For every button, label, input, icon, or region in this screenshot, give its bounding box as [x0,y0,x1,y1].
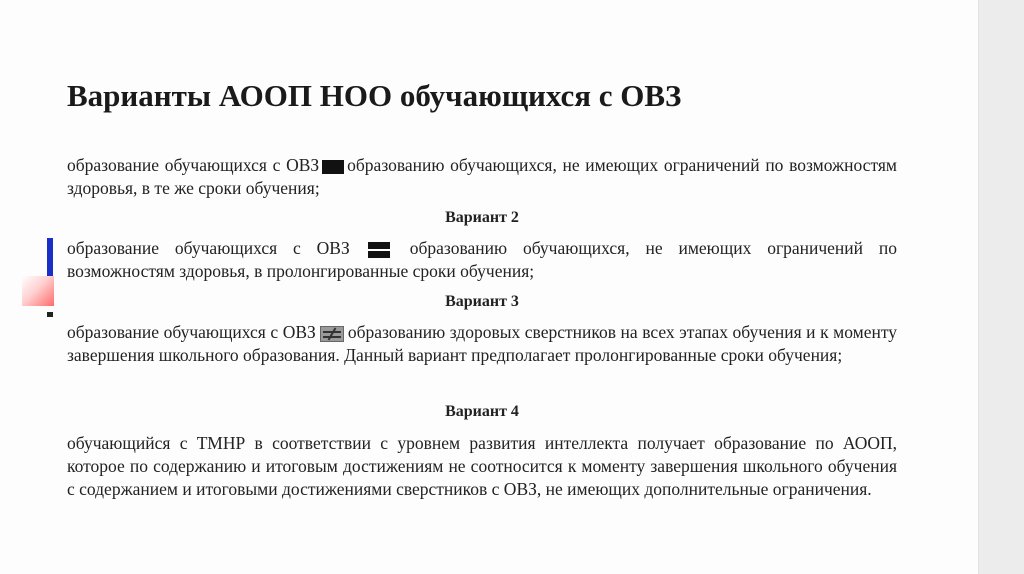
page-right-margin [978,0,1024,574]
not-equal-symbol-icon [320,326,344,342]
bullet-mark [47,312,53,317]
variant-4-heading: Вариант 4 [445,403,519,420]
variant-2-paragraph [67,237,897,283]
page-title: Варианты АООП НОО обучающихся с ОВЗ [67,78,682,113]
red-gradient-decoration [22,276,54,306]
variant-4-paragraph: обучающийся с ТМНР в соответствии с уровнем развития интеллекта получает образование по АООП, которое по содержанию и итоговым достижениям не соотносится к моменту завершения школьного обучения с содержанием и итоговыми достижениями сверстников с ОВЗ, не имеющих дополнительные ограничения. [67,433,897,499]
blue-accent-bar [47,238,53,278]
variant-1-paragraph [67,154,897,200]
variant-3-text-end: образованию здоровых сверстников на всех этапах обучения и к моменту завершения школьного образования. Данный вариант предполагает пролонгированные сроки обучения; [67,322,898,365]
variant-2-text-start: образование обучающихся с ОВЗ [67,238,350,258]
variant-2-text-end: образованию обучающихся, не имеющих ограничений по возможностям здоровья, в пролонгированные сроки обучения; [67,238,898,281]
variant-1-text-start: образование обучающихся с ОВЗ [67,155,320,175]
variant-3-text-start: образование обучающихся с ОВЗ [67,322,316,342]
variant-3-heading: Вариант 3 [445,293,519,310]
variant-3-paragraph [67,321,897,367]
variant-1-text-end: образованию обучающихся, не имеющих ограничений по возможностям здоровья, в те же сроки обучения; [67,155,897,198]
equals-symbol-icon [368,242,390,258]
variant-2-heading: Вариант 2 [445,209,519,226]
equals-symbol-icon [322,160,344,174]
